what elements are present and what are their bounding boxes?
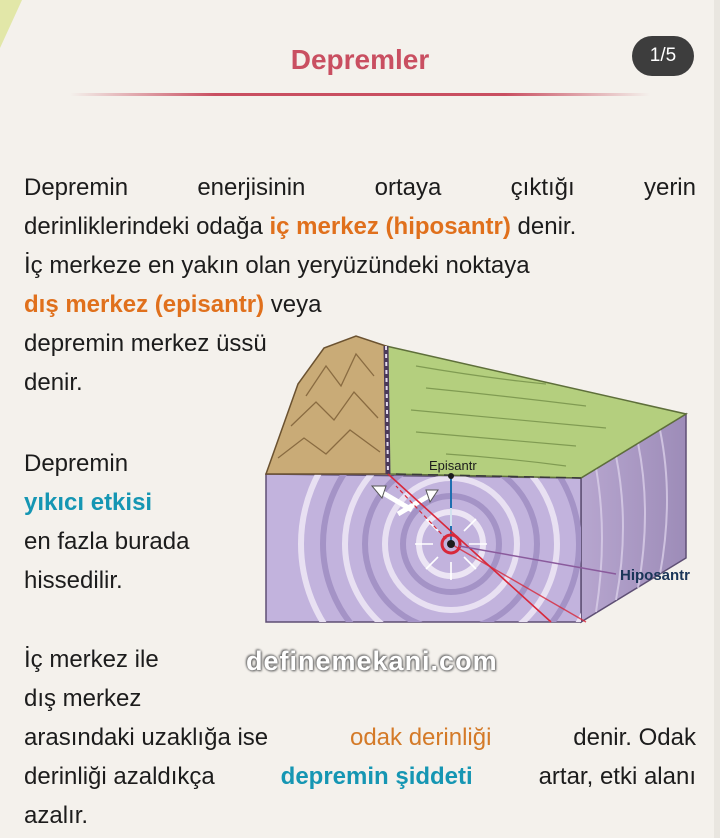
word: çıktığı <box>510 174 575 201</box>
word: enerjisinin <box>197 174 306 201</box>
term-hiposantr: iç merkez (hiposantr) <box>269 213 511 240</box>
text-line: İç merkeze en yakın olan yeryüzündeki noktaya <box>24 252 530 279</box>
watermark-text: definemekani.com <box>246 646 498 676</box>
page-title: Depremler <box>290 44 430 75</box>
term-episantr: dış merkez (episantr) <box>24 291 265 318</box>
text-line: denir. <box>24 369 83 396</box>
justified-line <box>24 168 696 207</box>
label-episantr: Episantr <box>429 458 477 473</box>
earthquake-block-svg <box>246 326 716 632</box>
text-line: dış merkez (episantr) veya <box>24 291 322 318</box>
term-earthquake-intensity: depremin şiddeti <box>280 763 473 790</box>
focus-depth-intro: İç merkez ile dış merkez <box>24 646 159 712</box>
label-hiposantr: Hiposantr <box>620 567 691 584</box>
text-line: derinliklerindeki odağa iç merkez (hiposantr) denir. <box>24 213 577 240</box>
destructive-effect-paragraph: Depremin yıkıcı etkisi en fazla burada hissedilir. <box>24 444 264 600</box>
earthquake-diagram <box>246 326 716 632</box>
word: ortaya <box>374 174 442 201</box>
epicenter-point <box>448 473 454 479</box>
hypocenter-point <box>447 540 455 548</box>
title-underline <box>70 93 650 96</box>
page-indicator-badge[interactable]: 1/5 <box>632 36 694 76</box>
text-line: depremin merkez üssü <box>24 330 267 357</box>
corner-tab-decoration <box>0 0 22 48</box>
focus-depth-paragraph: arasındaki uzaklığa ise odak derinliği denir. Odak derinliği azaldıkça depremin şiddeti artar, etki alanı azalır. <box>24 718 696 835</box>
term-focus-depth: odak derinliği <box>349 724 492 751</box>
word: Depremin <box>24 174 129 201</box>
word: yerin <box>643 174 696 201</box>
term-destructive-effect: yıkıcı etkisi <box>24 489 153 516</box>
